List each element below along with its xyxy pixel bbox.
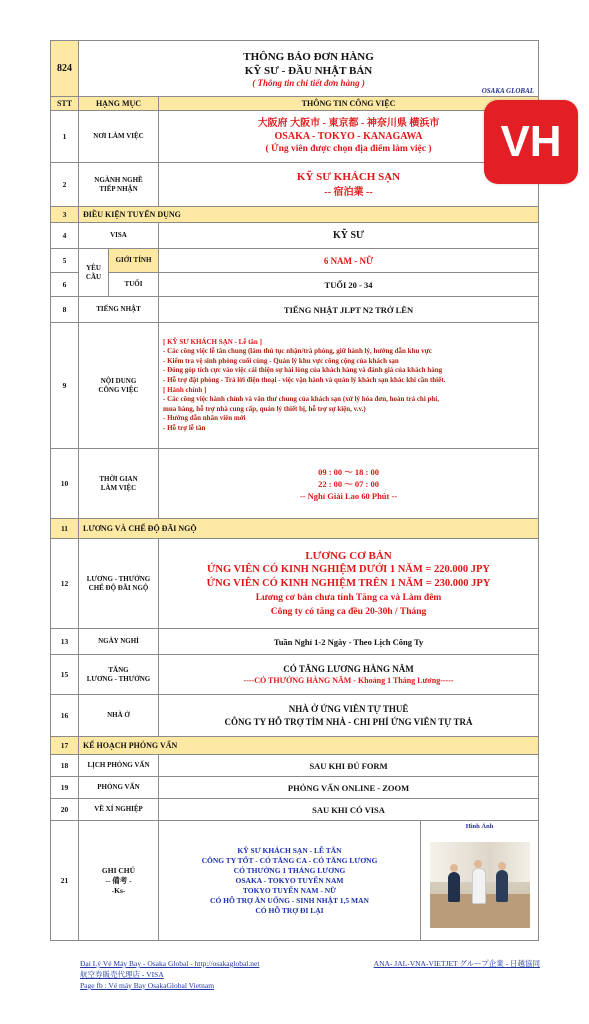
section-recruitment: ĐIỀU KIỆN TUYỂN DỤNG [79,207,539,223]
shift-night: 22 : 00 ～ 07 : 00 [318,478,379,489]
housing-value [159,695,539,737]
task-line: - Các công việc hành chính và văn thư chung của khách sạn (xử lý hóa đơn, hoàn trả chi phí, [163,395,440,404]
label-industry [79,163,159,207]
task-line: - Đóng góp tích cực vào việc cải thiện sự hài lòng của khách hàng và đánh giá của khách hàng [163,366,443,375]
stt-cell: 1 [51,111,79,163]
stt-cell: 4 [51,223,79,249]
label-line: CẦU [85,272,102,281]
stt-cell: 8 [51,297,79,323]
col-category: HẠNG MỤC [79,97,159,111]
order-document [50,40,538,941]
label-line: GHI CHÚ [101,865,136,875]
stt-cell: 12 [51,539,79,629]
task-line: mua hàng, hỗ trợ nhà cung cấp, quản lý thiết bị, hỗ trợ sự kiện, v.v.) [163,404,366,413]
footer-link-website[interactable]: Đại Lý Vé Máy Bay - Osaka Global - http://osakaglobal.net [80,959,260,968]
job-content [159,323,539,449]
order-table [50,40,539,941]
stt-cell: 16 [51,695,79,737]
workplace-jp: 大阪府 大阪市 - 東京都 - 神奈川県 横浜市 [257,118,440,129]
task-line: - Các công việc lễ tân chung (làm thủ tục nhận/trả phòng, giữ hành lý, hướng dẫn khu vực [163,347,432,356]
label-line: CHẾ ĐỘ ĐÃI NGỘ [88,583,149,592]
note-line: CÓ HỖ TRỢ ĂN UỐNG - SINH NHẬT 1,5 MAN [210,895,369,905]
label-line: -Ks- [111,885,126,895]
document-subtitle: ( Thông tin chi tiết đơn hàng ) [252,77,365,88]
label-line: -- 備考 - [105,875,132,885]
stt-cell: 9 [51,323,79,449]
stt-cell: 17 [51,737,79,755]
bonus-line: ----CÓ THƯỞNG HÀNG NĂM - Khoảng 1 Tháng Lương----- [243,675,454,685]
stt-cell: 21 [51,821,79,941]
to-company-value: SAU KHI CÓ VISA [159,799,539,821]
label-requirements [79,249,109,297]
vh-logo-badge: VH [484,100,578,184]
workplace-note: ( Ứng viên được chọn địa điểm làm việc ) [265,144,432,154]
footer-partners: ANA- JAL-VNA-VIETJET グループ企業 - 日越協同 [373,959,540,968]
days-off-value: Tuần Nghỉ 1-2 Ngày - Theo Lịch Công Ty [159,629,539,655]
visa-value: KỸ SƯ [159,223,539,249]
salary-value [159,539,539,629]
label-age: TUỔI [109,273,159,297]
task-line: - Hướng dẫn nhân viên mới [163,414,246,423]
label-line: CÔNG VIỆC [98,385,139,394]
label-line: TIẾP NHẬN [99,184,138,193]
stt-cell: 2 [51,163,79,207]
label-workplace: NƠI LÀM VIỆC [79,111,159,163]
label-working-time [79,449,159,519]
stt-cell: 15 [51,655,79,695]
stt-cell: 13 [51,629,79,655]
label-gender: GIỚI TÍNH [109,249,159,273]
note-line: CÓ THƯỞNG 1 THÁNG LƯƠNG [233,865,346,875]
task-line: [ KỸ SƯ KHÁCH SẠN - Lễ tân ] [163,337,262,346]
label-visa: VISA [79,223,159,249]
workplace-value [159,111,539,163]
stt-cell: 19 [51,777,79,799]
col-info: THÔNG TIN CÔNG VIỆC [159,97,539,111]
document-title: THÔNG BÁO ĐƠN HÀNG [243,50,374,63]
workplace-en: OSAKA - TOKYO - KANAGAWA [274,131,423,142]
salary-under-1y: ỨNG VIÊN CÓ KINH NGHIỆM DƯỚI 1 NĂM = 220.000 JPY [207,563,490,575]
stt-cell: 20 [51,799,79,821]
interview-schedule-value: SAU KHI ĐỦ FORM [159,755,539,777]
document-title-2: KỸ SƯ - ĐẦU NHẬT BẢN [244,64,373,77]
footer-link-facebook[interactable]: Page fb : Vé máy Bay OsakaGlobal Vietnam [80,981,215,990]
housing-line: CÔNG TY HỖ TRỢ TÌM NHÀ - CHI PHÍ ỨNG VIÊN TỰ TRẢ [224,716,473,727]
label-notes [79,821,159,941]
note-line: KỸ SƯ KHÁCH SẠN - LỄ TÂN [237,845,342,855]
note-line: CÔNG TY TỐT - CÓ TĂNG CA - CÓ TĂNG LƯƠNG [201,855,378,865]
label-salary [79,539,159,629]
footer [80,958,540,991]
label-line: THỜI GIAN [99,474,138,483]
stt-cell: 18 [51,755,79,777]
stt-cell: 5 [51,249,79,273]
industry-value [159,163,539,207]
salary-over-1y: ỨNG VIÊN CÓ KINH NGHIỆM TRÊN 1 NĂM = 230.000 JPY [206,577,491,589]
japanese-value: TIẾNG NHẬT JLPT N2 TRỞ LÊN [159,297,539,323]
col-stt: STT [51,97,79,111]
note-line: TOKYO TUYỂN NAM - NỮ [242,885,337,895]
photo-cell [421,821,539,941]
footer-link-visa[interactable]: 航空券販売代理店 - VISA [80,970,164,979]
stt-cell: 3 [51,207,79,223]
shift-day: 09 : 00 ～ 18 : 00 [318,466,379,477]
housing-line: NHÀ Ở ỨNG VIÊN TỰ THUÊ [288,703,409,714]
note-line: OSAKA - TOKYO TUYỂN NAM [235,875,344,885]
industry-jp: -- 宿泊業 -- [324,187,373,198]
label-interview-schedule: LỊCH PHỎNG VẤN [79,755,159,777]
raise-line: CÓ TĂNG LƯƠNG HÀNG NĂM [283,663,414,674]
label-line: NỘI DUNG [100,376,137,385]
overtime-note: Công ty có tăng ca đều 20-30h / Tháng [270,606,427,617]
break-note: -- Nghỉ Giải Lao 60 Phút -- [299,490,398,501]
label-line: NGÀNH NGHỀ [94,175,143,184]
label-line: LÀM VIỆC [100,483,137,492]
image-caption: Hình Ảnh [465,823,494,830]
label-line: LƯƠNG - THƯỞNG [86,674,151,683]
note-line: CÓ HỖ TRỢ ĐI LẠI [255,905,324,915]
gender-value: 6 NAM - NỮ [159,249,539,273]
section-salary: LƯƠNG VÀ CHẾ ĐỘ ĐÃI NGỘ [79,519,539,539]
salary-note: Lương cơ bản chưa tính Tăng ca và Làm đêm [255,592,442,603]
label-housing: NHÀ Ở [79,695,159,737]
interview-value: PHỎNG VẤN ONLINE - ZOOM [159,777,539,799]
label-line: TĂNG [108,665,129,674]
document-header [79,41,539,97]
stt-cell: 6 [51,273,79,297]
notes-value [159,821,421,941]
stt-cell: 11 [51,519,79,539]
salary-title: LƯƠNG CƠ BẢN [305,549,392,562]
label-interview: PHỎNG VẤN [79,777,159,799]
task-line: - Kiểm tra vệ sinh phòng cuối cùng - Quản lý khu vực công cộng của khách sạn [163,356,399,365]
task-line: - Hỗ trợ lễ tân [163,423,206,432]
brand-label: OSAKA GLOBAL [481,87,535,95]
label-line: LƯƠNG - THƯỞNG [86,574,151,583]
label-job-content [79,323,159,449]
raise-bonus-value [159,655,539,695]
label-days-off: NGÀY NGHỈ [79,629,159,655]
section-interview: KẾ HOẠCH PHỎNG VẤN [79,737,539,755]
label-to-company: VỀ XÍ NGHIỆP [79,799,159,821]
label-japanese: TIẾNG NHẬT [79,297,159,323]
stt-cell: 10 [51,449,79,519]
label-line: YÊU [86,263,101,272]
label-raise-bonus [79,655,159,695]
industry-vn: KỸ SƯ KHÁCH SẠN [296,171,401,183]
task-line: - Hỗ trợ đặt phòng - Trả lời điện thoại - việc vận hành và quản lý khách sạn khác khi cần thiết. [163,375,446,384]
order-code: 824 [51,41,79,97]
working-time-value [159,449,539,519]
hotel-reception-photo [430,842,530,928]
task-line: [ Hành chính ] [163,385,207,394]
age-value: TUỔI 20 - 34 [159,273,539,297]
